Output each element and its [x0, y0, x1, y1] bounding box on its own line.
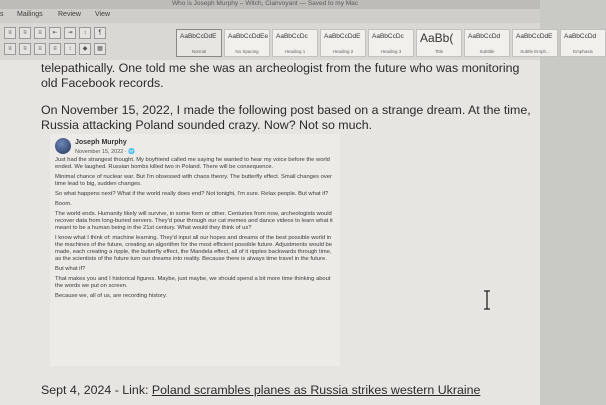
post-paragraph: So what happens next? What if the world really does end? Not tonight, I'm sure. Relax people. But what if?	[55, 191, 329, 197]
style-name: Heading 3	[380, 49, 402, 54]
style-subtle-emphasis[interactable]	[512, 29, 558, 57]
style-heading-2[interactable]	[320, 29, 366, 57]
footer-prefix: Sept 4, 2024 - Link:	[41, 383, 152, 397]
doc-line: old Facebook records.	[41, 76, 164, 90]
post-paragraph: Just had the strangest thought. My boyfriend called me saying he wanted to hear my voice before the world ended. We laughed. Russian bombs killed two in Poland. There will be consequence.	[55, 157, 330, 171]
style-name: Heading 2	[332, 49, 354, 54]
style-emphasis[interactable]	[560, 29, 606, 57]
tab-review[interactable]: Review	[58, 11, 81, 18]
poland-article-link[interactable]: Poland scrambles planes as Russia strikes western Ukraine	[151, 383, 481, 397]
ribbon-toolbar	[0, 23, 597, 61]
pilcrow-icon[interactable]: ¶	[94, 27, 106, 39]
paragraph-tools-row-2	[4, 43, 106, 55]
multilevel-list-icon[interactable]: ≡	[34, 27, 46, 39]
style-name: Subtle Emph...	[520, 49, 550, 54]
post-paragraph: But what if?	[55, 266, 86, 273]
post-body	[55, 157, 338, 303]
line-spacing-icon[interactable]: ↕	[64, 43, 76, 55]
post-author: Joseph Murphy	[75, 139, 127, 146]
style-sample: AaBbCcDd	[468, 33, 501, 40]
style-sample: AaBbCcDdEe	[228, 33, 269, 40]
bullets-icon[interactable]: ≡	[4, 27, 16, 39]
borders-icon[interactable]: ▦	[94, 43, 106, 55]
style-name: Subtitle	[479, 49, 495, 54]
post-paragraph: The world ends. Humanity likely will survive, in some form or other. Centuries from now, archeologists would recover data from long-buried servers. They'd pour through our cat memes and dance videos to learn what it meant to be a human being in the 21st century. What would they think of us?	[55, 210, 333, 231]
style-subtitle[interactable]	[464, 29, 510, 57]
shading-icon[interactable]: ◆	[79, 43, 91, 55]
doc-line: On November 15, 2022, I made the following post based on a strange dream. At the time,	[41, 103, 531, 117]
title-bar	[0, 0, 540, 9]
doc-line: telepathically. One told me she was an archeologist from the future who was monitoring	[41, 61, 520, 75]
style-normal[interactable]	[176, 29, 222, 57]
style-no-spacing[interactable]	[224, 29, 270, 57]
style-sample: AaBbCcDdE	[324, 33, 361, 40]
post-paragraph: That makes you and I historical figures. Maybe, just maybe, we should spend a bit more time thinking about the words we put on screen.	[55, 276, 331, 290]
tab-mailings[interactable]: Mailings	[17, 11, 43, 18]
decrease-indent-icon[interactable]: ⇤	[49, 27, 61, 39]
style-name: Title	[434, 49, 444, 54]
style-sample: AaBbCcDd	[564, 33, 597, 40]
styles-gallery	[176, 29, 606, 57]
style-title[interactable]	[416, 29, 462, 57]
justify-icon[interactable]: ≡	[49, 43, 61, 55]
increase-indent-icon[interactable]: ⇥	[64, 27, 76, 39]
align-left-icon[interactable]: ≡	[4, 43, 16, 55]
style-name: No Spacing	[235, 49, 259, 54]
doc-line: Russia attacking Poland sounded crazy. Now? Not so much.	[41, 118, 373, 132]
style-sample: AaBbCcDdE	[180, 33, 217, 40]
tab-partial[interactable]: s	[0, 11, 4, 18]
avatar	[55, 138, 71, 154]
style-heading-3[interactable]	[368, 29, 414, 57]
window-title: Who is Joseph Murphy – Witch, Clairvoyant — Saved to my Mac	[172, 0, 359, 7]
style-sample: AaBbCcDc	[276, 33, 308, 40]
style-sample: AaBb(	[420, 31, 454, 45]
post-paragraph: I know what I think of: machine learning. They'd input all our hopes and dreams of the best possible world in the machines of the future, creating an algorithm for the most efficient possible future. Adjustments would be made, each creating a ripple, the butterfly effect, the Mandela effect, all of it ripples backwards through time, as the scientists of the future turn our dreams into reality. Because there is always time travel in the future.	[55, 234, 333, 263]
style-name: Emphasis	[573, 49, 593, 54]
style-name: Heading 1	[284, 49, 306, 54]
numbering-icon[interactable]: ≡	[19, 27, 31, 39]
post-paragraph: Boom.	[55, 200, 72, 207]
style-name: Normal	[191, 49, 207, 54]
doc-footer-line	[41, 383, 480, 398]
sort-icon[interactable]: ↕	[79, 27, 91, 39]
post-paragraph: Because we, all of us, are recording history.	[55, 293, 168, 299]
style-sample: AaBbCcDdE	[516, 33, 553, 40]
style-sample: AaBbCcDc	[372, 33, 404, 40]
align-right-icon[interactable]: ≡	[34, 43, 46, 55]
style-heading-1[interactable]	[272, 29, 318, 57]
text-cursor-icon	[483, 290, 491, 310]
post-date: November 15, 2022 · 🌐	[75, 149, 136, 155]
paragraph-tools-row-1	[4, 27, 106, 39]
tab-view[interactable]: View	[95, 11, 111, 18]
align-center-icon[interactable]: ≡	[19, 43, 31, 55]
post-paragraph: Minimal chance of nuclear war. But I'm obsessed with chaos theory. The butterfly effect. Small changes over time lead to big, sudden changes.	[55, 174, 332, 188]
ribbon-tabs	[0, 9, 540, 23]
